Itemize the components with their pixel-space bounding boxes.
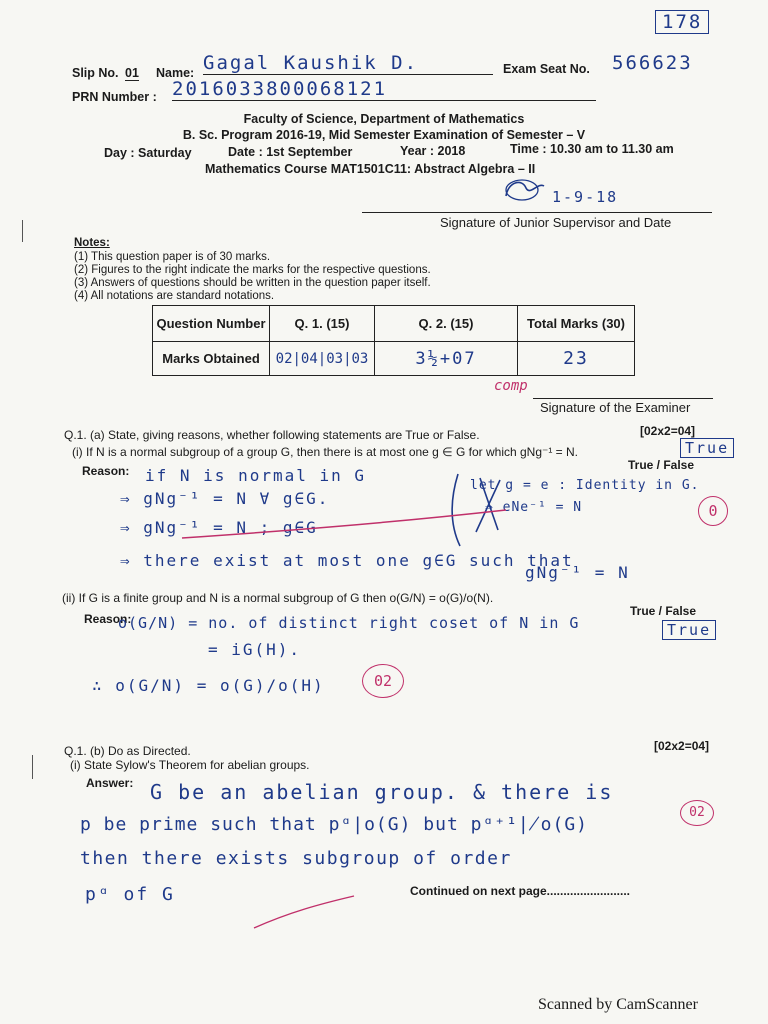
q1a-i-side-2: ⇒ eNe⁻¹ = N (485, 500, 583, 515)
q1a-ii-answer: True (662, 620, 716, 640)
q1a-i-text: (i) If N is a normal subgroup of a group G, then there is at most one g ∈ G for which gNg⁻¹ = N. (72, 445, 579, 459)
col-q2: Q. 2. (15) (375, 306, 518, 342)
q1a-i-answer: True (680, 438, 734, 458)
q1b-i-text: (i) State Sylow's Theorem for abelian groups. (70, 758, 310, 772)
q1a-i-line-4: ⇒ there exist at most one g∈G such that (120, 551, 574, 570)
continued-note: Continued on next page......................... (410, 884, 631, 898)
marks-table (152, 305, 635, 376)
q1b-score: 02 (680, 800, 714, 826)
top-mark: 178 (655, 10, 709, 34)
notes-title: Notes: (74, 237, 110, 249)
q1b-line-2: p be prime such that pᵅ|o(G) but pᵅ⁺¹∤o(G) (80, 814, 588, 835)
slip-label: Slip No. (72, 66, 119, 80)
q1a-ii-reason-label: Reason: (84, 612, 132, 626)
q1b-title: Q.1. (b) Do as Directed. (64, 744, 191, 758)
prn-number: 2016033800068121 (172, 78, 596, 101)
note-3: (3) Answers of questions should be written in the question paper itself. (74, 277, 431, 289)
course: Mathematics Course MAT1501C11: Abstract Algebra – II (205, 162, 536, 176)
q1a-i-score: 0 (698, 496, 728, 526)
scanner-watermark: Scanned by CamScanner (538, 996, 698, 1013)
q1a-ii-tf: True / False (630, 604, 697, 618)
q2-marks: 3½+07 (375, 342, 518, 376)
col-question-number: Question Number (153, 306, 270, 342)
exam-day: Day : Saturday (104, 146, 192, 160)
q1a-i-reason-label: Reason: (82, 464, 130, 478)
q1b-tick-line (250, 892, 360, 932)
note-1: (1) This question paper is of 30 marks. (74, 251, 271, 263)
q1a-i-strike-line (180, 506, 510, 546)
program: B. Sc. Program 2016-19, Mid Semester Examination of Semester – V (182, 128, 586, 142)
examiner-label: Signature of the Examiner (540, 400, 691, 415)
q1b-line-4: pᵅ of G (85, 884, 175, 905)
exam-date: Date : 1st September (228, 145, 353, 159)
q1a-i-line-2: ⇒ gNg⁻¹ = N ∀ g∈G. (120, 489, 330, 508)
note-4: (4) All notations are standard notations. (74, 290, 275, 302)
q1-marks: 02|04|03|03 (270, 342, 375, 376)
q1b-line-1: G be an abelian group. & there is (150, 780, 614, 804)
total-marks: 23 (518, 342, 635, 376)
faculty: Faculty of Science, Department of Mathematics (243, 112, 525, 126)
supervisor-label: Signature of Junior Supervisor and Date (440, 215, 672, 230)
exam-year: Year : 2018 (400, 144, 466, 158)
examiner-signature: comp (494, 378, 528, 394)
row-marks-obtained: Marks Obtained (153, 342, 270, 376)
exam-time: Time : 10.30 am to 11.30 am (510, 142, 674, 156)
q1a-i-line-1: if N is normal in G (145, 466, 367, 485)
supervisor-line (362, 212, 712, 213)
student-name: Gagal Kaushik D. (203, 52, 493, 75)
q1a-ii-line-1: o(G/N) = no. of distinct right coset of N in G (118, 614, 580, 632)
q1a-ii-line-2: = iG(H). (208, 640, 302, 659)
margin-mark-top (22, 220, 23, 242)
q1a-ii-text: (ii) If G is a finite group and N is a normal subgroup of G then o(G/N) = o(G)/o(N). (62, 591, 494, 605)
q1a-i-side-1: let g = e : Identity in G. (470, 478, 700, 493)
slip-number: 01 (125, 66, 139, 80)
col-total: Total Marks (30) (518, 306, 635, 342)
seat-number: 566623 (612, 52, 693, 74)
q1b-line-3: then there exists subgroup of order (80, 848, 512, 869)
name-label: Name: (156, 66, 195, 80)
q1a-marks: [02x2=04] (640, 424, 696, 438)
note-2: (2) Figures to the right indicate the marks for the respective questions. (74, 264, 431, 276)
examiner-line (533, 398, 713, 399)
q1b-marks: [02x2=04] (654, 739, 710, 753)
q1a-i-line-3: ⇒ gNg⁻¹ = N ; g∈G (120, 518, 318, 537)
q1a-ii-line-3: ∴ o(G/N) = o(G)/o(H) (92, 676, 325, 695)
margin-mark-bottom (32, 755, 33, 779)
col-q1: Q. 1. (15) (270, 306, 375, 342)
supervisor-date: 1-9-18 (552, 188, 619, 206)
q1a-title: Q.1. (a) State, giving reasons, whether following statements are True or False. (64, 428, 480, 442)
q1a-i-tf: True / False (628, 458, 695, 472)
seat-label: Exam Seat No. (503, 62, 590, 76)
prn-label: PRN Number : (72, 90, 157, 104)
q1a-i-line-5: gNg⁻¹ = N (525, 563, 630, 582)
q1b-answer-label: Answer: (86, 776, 134, 790)
supervisor-signature (500, 176, 550, 202)
q1a-ii-score: 02 (362, 664, 404, 698)
